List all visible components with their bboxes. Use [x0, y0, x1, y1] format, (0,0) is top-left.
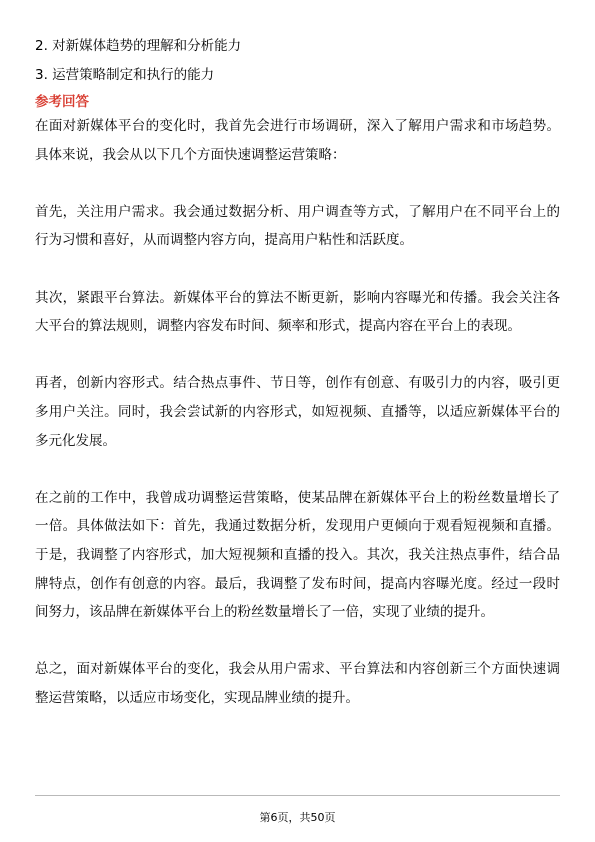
- paragraph-user-needs: 首先，关注用户需求。我会通过数据分析、用户调查等方式，了解用户在不同平台上的行为习惯和喜好，从而调整内容方向，提高用户粘性和活跃度。: [35, 203, 560, 249]
- paragraph-summary: 总之，面对新媒体平台的变化，我会从用户需求、平台算法和内容创新三个方面快速调整运营策略，以适应市场变化，实现品牌业绩的提升。: [35, 661, 560, 706]
- paragraph-past-experience: 在之前的工作中，我曾成功调整运营策略，使某品牌在新媒体平台上的粉丝数量增长了一倍。具体做法如下：首先，我通过数据分析，发现用户更倾向于观看短视频和直播。于是，我调整了内容形式，加大短视频和直播的投入。其次，我关注热点事件，结合品牌特点，创作有创意的内容。最后，我调整了发布时间，提高内容曝光度。经过一段时间努力，该品牌在新媒体平台上的粉丝数量增长了一倍，实现了业绩的提升。: [35, 489, 560, 621]
- paragraph-gap: [35, 627, 560, 656]
- answer-heading: 参考回答: [35, 94, 89, 110]
- paragraph-gap: [35, 341, 560, 370]
- page-number: 第6页，共50页: [259, 811, 336, 824]
- list-item: 3. 运营策略制定和执行的能力: [35, 67, 215, 83]
- footer-divider: [35, 795, 560, 796]
- paragraph-platform-algorithm: 其次，紧跟平台算法。新媒体平台的算法不断更新，影响内容曝光和传播。我会关注各大平台的算法规则，调整内容发布时间、频率和形式，提高内容在平台上的表现。: [35, 289, 560, 335]
- paragraph-gap: [35, 255, 560, 284]
- paragraph-intro: 在面对新媒体平台的变化时，我首先会进行市场调研，深入了解用户需求和市场趋势。具体来说，我会从以下几个方面快速调整运营策略：: [35, 118, 560, 163]
- paragraph-gap: [35, 455, 560, 484]
- paragraph-gap: [35, 169, 560, 198]
- paragraph-content-innovation: 再者，创新内容形式。结合热点事件、节日等，创作有创意、有吸引力的内容，吸引更多用户关注。同时，我会尝试新的内容形式，如短视频、直播等，以适应新媒体平台的多元化发展。: [35, 375, 560, 449]
- list-item: 2. 对新媒体趋势的理解和分析能力: [35, 38, 242, 54]
- page-content: [35, 36, 560, 712]
